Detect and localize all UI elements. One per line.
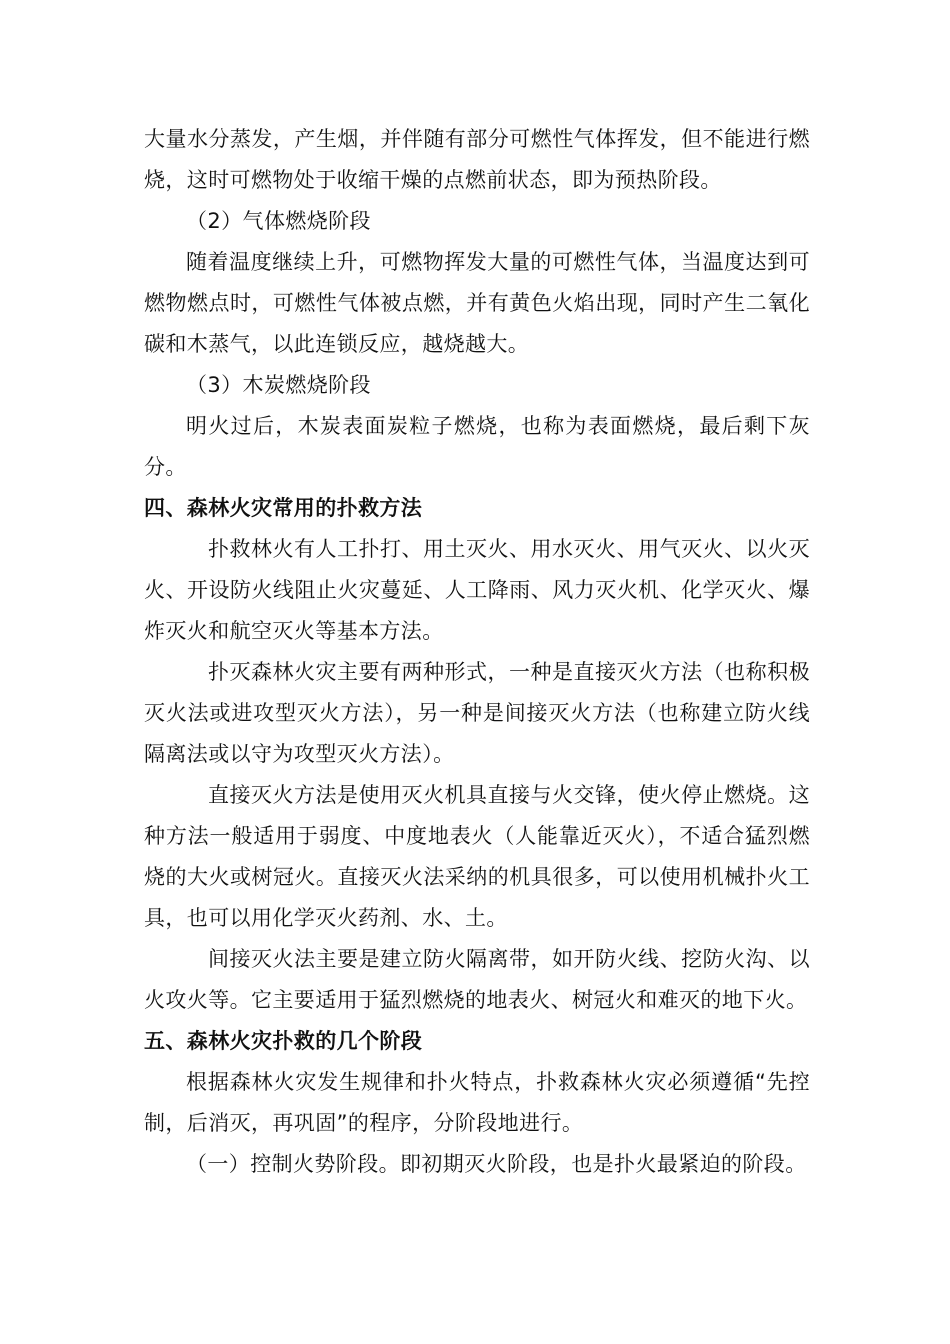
- paragraph-charcoal-combustion: 明火过后，木炭表面炭粒子燃烧，也称为表面燃烧，最后剩下灰分。: [144, 414, 810, 479]
- paragraph-gas-combustion: 随着温度继续上升，可燃物挥发大量的可燃性气体，当温度达到可燃物燃点时，可燃性气体被点燃，并有黄色火焰出现，同时产生二氧化碳和木蒸气，以此连锁反应，越烧越大。: [144, 250, 810, 356]
- paragraph-preheat-continued: 大量水分蒸发，产生烟，并伴随有部分可燃性气体挥发，但不能进行燃烧，这时可燃物处于收缩干燥的点燃前状态，即为预热阶段。: [144, 127, 810, 192]
- paragraph-methods-list: 扑救林火有人工扑打、用土灭火、用水灭火、用气灭火、以火灭火、开设防火线阻止火灾蔓延、人工降雨、风力灭火机、化学灭火、爆炸灭火和航空灭火等基本方法。: [144, 537, 810, 643]
- section-heading-5: 五、森林火灾扑救的几个阶段: [144, 1029, 423, 1053]
- paragraph-two-forms: 扑灭森林火灾主要有两种形式，一种是直接灭火方法（也称积极灭火法或进攻型灭火方法），另一种是间接灭火方法（也称建立防火线隔离法或以守为攻型灭火方法）。: [144, 660, 810, 766]
- paragraph-procedure: 根据森林火灾发生规律和扑火特点，扑救森林火灾必须遵循“先控制，后消灭，再巩固”的程序，分阶段地进行。: [144, 1070, 810, 1135]
- subheading-charcoal-combustion: （3）木炭燃烧阶段: [186, 373, 371, 397]
- subheading-gas-combustion: （2）气体燃烧阶段: [186, 209, 371, 233]
- paragraph-control-stage: （一）控制火势阶段。即初期灭火阶段，也是扑火最紧迫的阶段。: [186, 1152, 807, 1176]
- paragraph-direct-method: 直接灭火方法是使用灭火机具直接与火交锋，使火停止燃烧。这种方法一般适用于弱度、中度地表火（人能靠近灭火），不适合猛烈燃烧的大火或树冠火。直接灭火法采纳的机具很多，可以使用机械扑火工具，也可以用化学灭火药剂、水、土。: [144, 783, 810, 930]
- paragraph-indirect-method: 间接灭火法主要是建立防火隔离带，如开防火线、挖防火沟、以火攻火等。它主要适用于猛烈燃烧的地表火、树冠火和难灭的地下火。: [144, 947, 810, 1012]
- section-heading-4: 四、森林火灾常用的扑救方法: [144, 496, 423, 520]
